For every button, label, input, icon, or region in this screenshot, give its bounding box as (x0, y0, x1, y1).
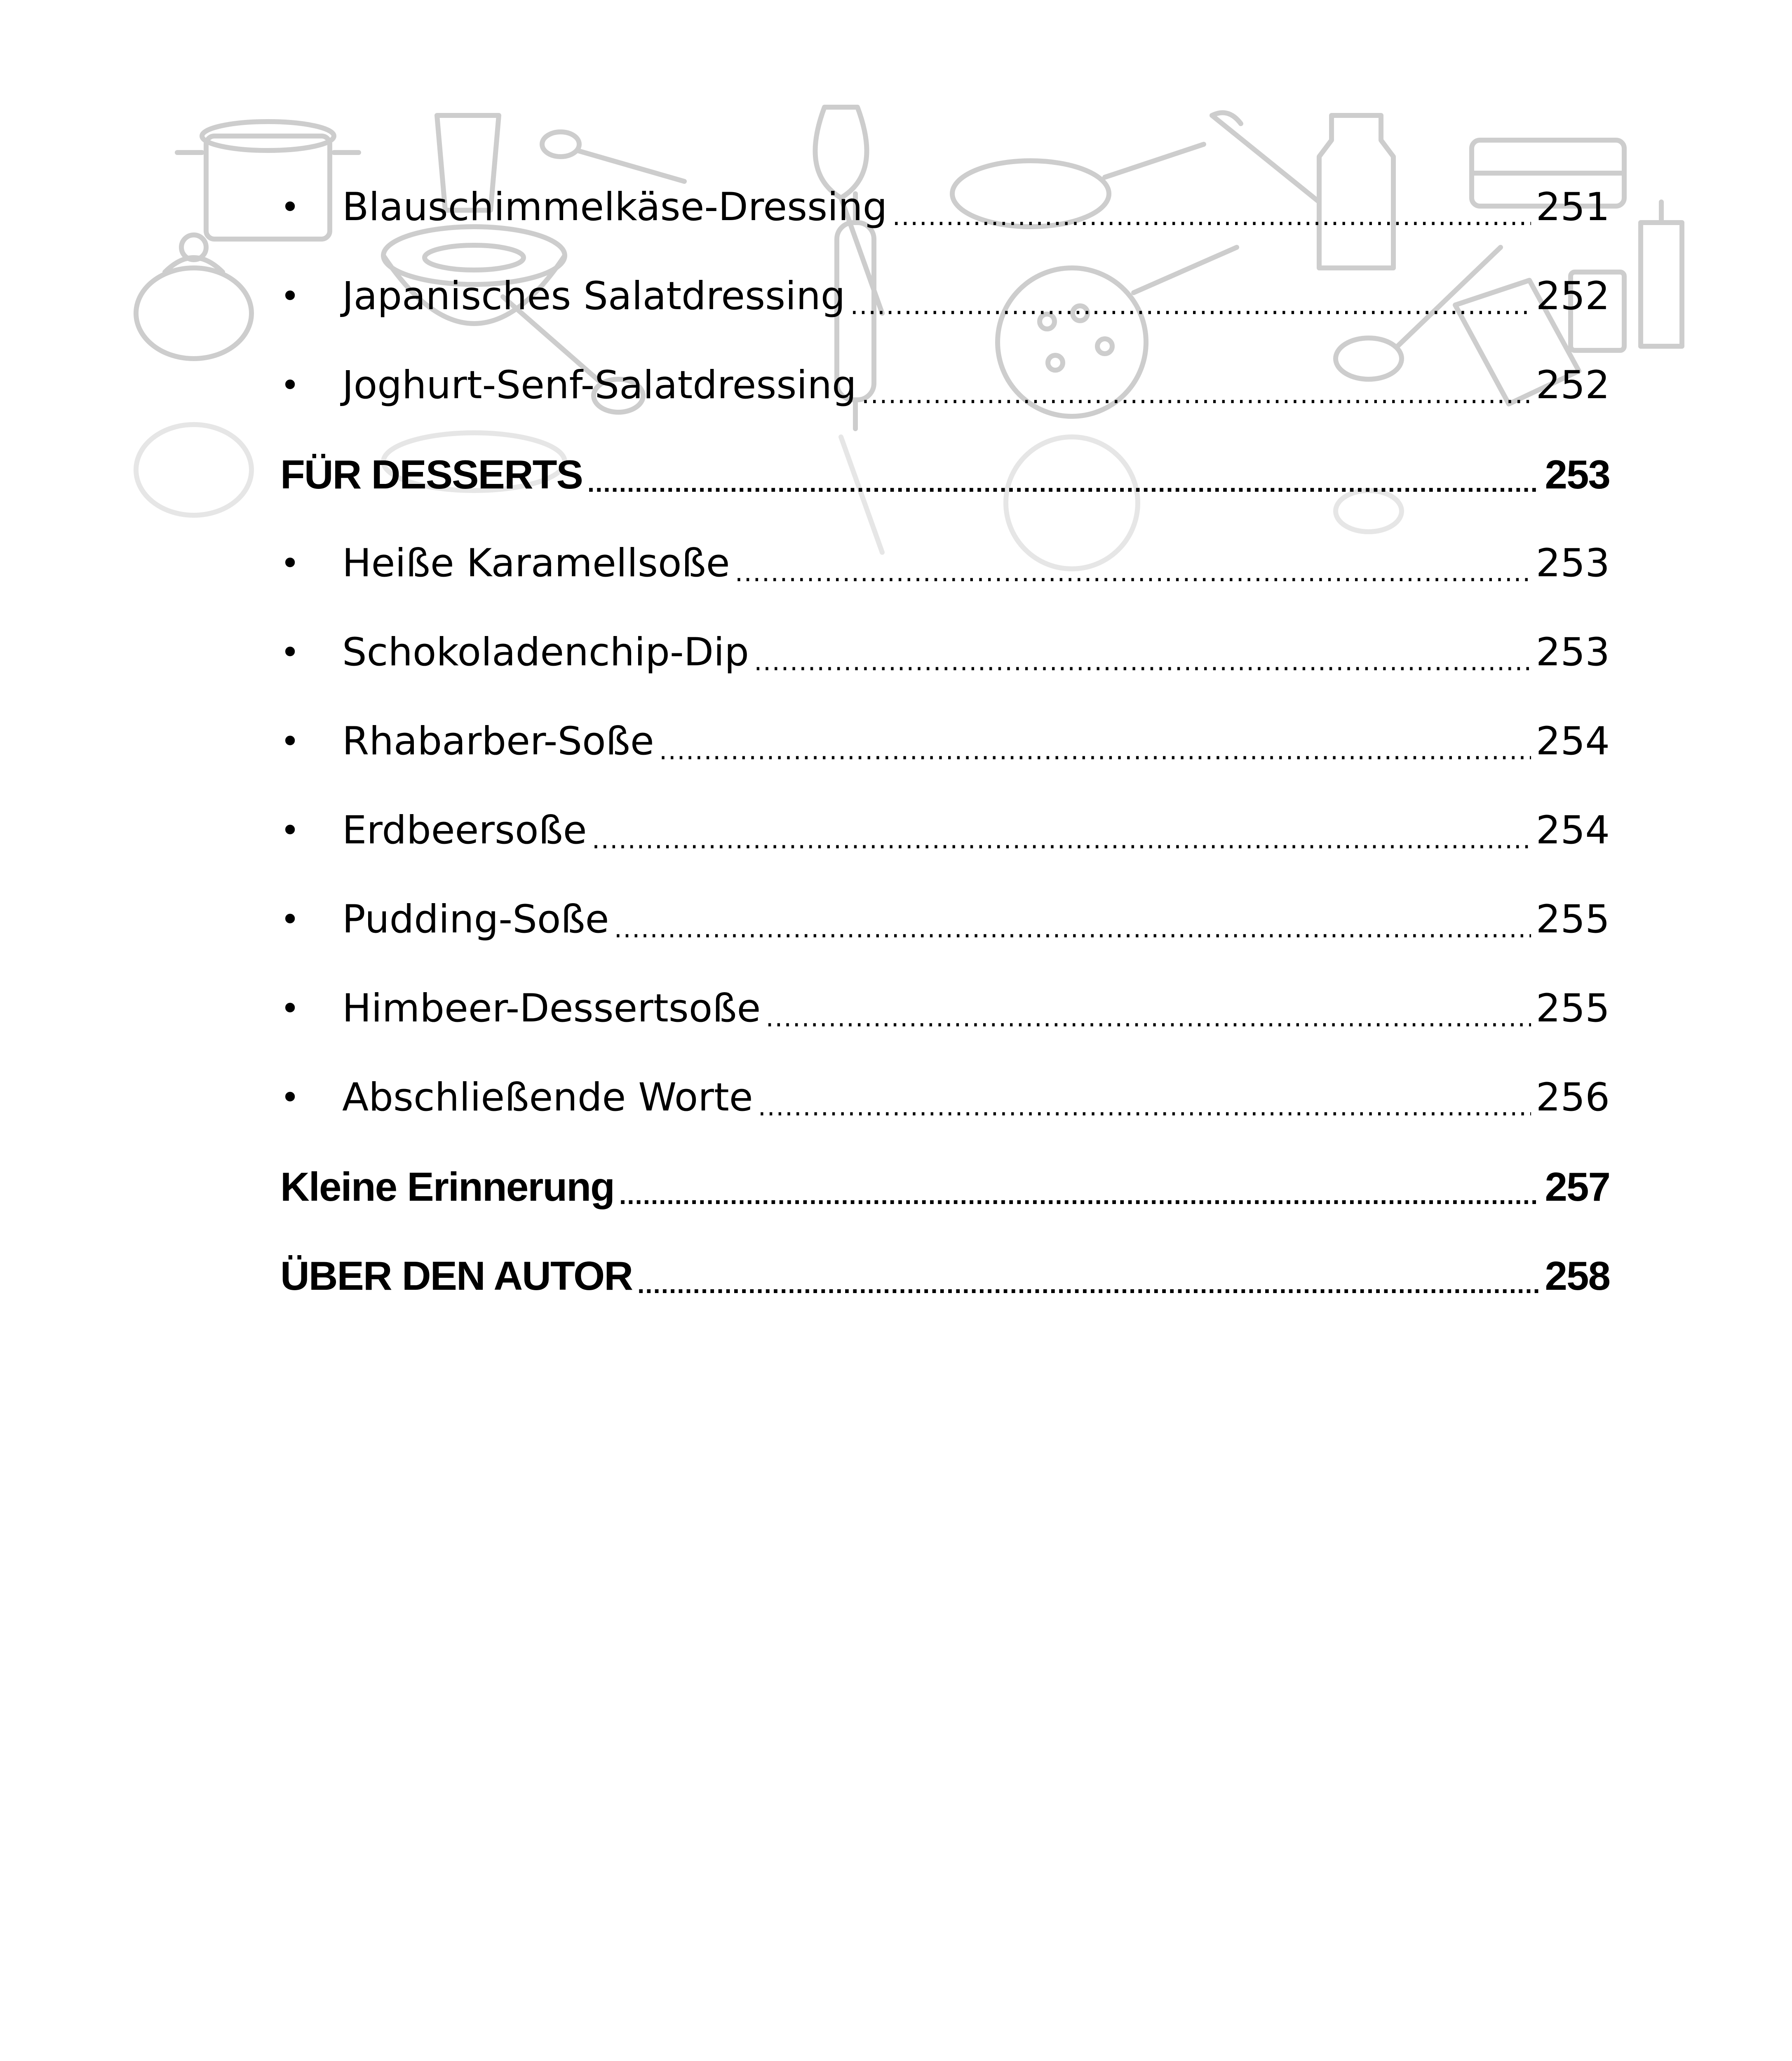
toc-entry-row[interactable] (280, 252, 1610, 341)
toc-page-number: 254 (1536, 808, 1610, 853)
toc-entry-row[interactable] (280, 964, 1610, 1053)
toc-page-number: 251 (1536, 185, 1610, 230)
toc-entry-title: Kleine Erinnerung (280, 1164, 615, 1209)
toc-entry-title: Himbeer-Dessertsoße (342, 986, 761, 1031)
toc-page-number: 257 (1545, 1164, 1610, 1209)
dot-leader (614, 916, 1531, 941)
toc-page-number: 253 (1545, 452, 1610, 497)
toc-page-number: 254 (1536, 719, 1610, 764)
toc-entry-title: FÜR DESSERTS (280, 452, 582, 497)
dot-leader (758, 1094, 1531, 1120)
dot-leader (587, 471, 1540, 496)
toc-entry-row[interactable] (280, 1053, 1610, 1142)
dot-leader (754, 649, 1531, 674)
toc-page-number: 253 (1536, 630, 1610, 675)
toc-entry-title: Erdbeersoße (342, 808, 587, 853)
bullet-icon: • (280, 900, 300, 939)
dot-leader (619, 1183, 1540, 1209)
bullet-icon: • (280, 811, 300, 850)
toc-heading-row[interactable] (280, 1142, 1610, 1231)
toc-page-number: 252 (1536, 363, 1610, 408)
toc-page-number: 253 (1536, 541, 1610, 586)
toc-entry-row[interactable] (280, 875, 1610, 964)
toc-page-number: 255 (1536, 897, 1610, 942)
bullet-icon: • (280, 366, 300, 404)
bullet-icon: • (280, 722, 300, 761)
toc-page-number: 256 (1536, 1075, 1610, 1120)
dot-leader (862, 382, 1531, 407)
bullet-icon: • (280, 1078, 300, 1117)
toc-heading-row[interactable] (280, 430, 1610, 519)
toc-entry-row[interactable] (280, 697, 1610, 786)
toc-entry-title: Pudding-Soße (342, 897, 609, 942)
bullet-icon: • (280, 188, 300, 226)
table-of-contents (280, 163, 1610, 1320)
dot-leader (659, 738, 1531, 763)
toc-entry-row[interactable] (280, 519, 1610, 608)
grater-icon (1641, 202, 1682, 346)
toc-entry-row[interactable] (280, 786, 1610, 875)
toc-entry-title: Japanisches Salatdressing (342, 274, 846, 319)
dot-leader (637, 1272, 1540, 1298)
toc-entry-title: Heiße Karamellsoße (342, 541, 730, 586)
dot-leader (592, 827, 1531, 852)
toc-entry-title: Blauschimmelkäse-Dressing (342, 185, 888, 230)
toc-entry-row[interactable] (280, 163, 1610, 252)
bullet-icon: • (280, 633, 300, 671)
dot-leader (766, 1005, 1531, 1030)
toc-page-number: 255 (1536, 986, 1610, 1031)
toc-entry-title: Rhabarber-Soße (342, 719, 654, 764)
toc-entry-title: Joghurt-Senf-Salatdressing (342, 363, 857, 408)
toc-page-number: 258 (1545, 1253, 1610, 1298)
toc-entry-title: Schokoladenchip-Dip (342, 630, 749, 675)
toc-entry-row[interactable] (280, 341, 1610, 430)
toc-entry-row[interactable] (280, 608, 1610, 697)
toc-heading-row[interactable] (280, 1231, 1610, 1320)
sugar-bowl-icon (136, 235, 251, 359)
bullet-icon: • (280, 277, 300, 315)
toc-entry-title: Abschließende Worte (342, 1075, 753, 1120)
toc-page-number: 252 (1536, 274, 1610, 319)
bullet-icon: • (280, 989, 300, 1028)
dot-leader (892, 204, 1531, 229)
bullet-icon: • (280, 544, 300, 582)
toc-entry-title: ÜBER DEN AUTOR (280, 1253, 633, 1298)
dot-leader (850, 293, 1531, 318)
dot-leader (735, 560, 1531, 585)
